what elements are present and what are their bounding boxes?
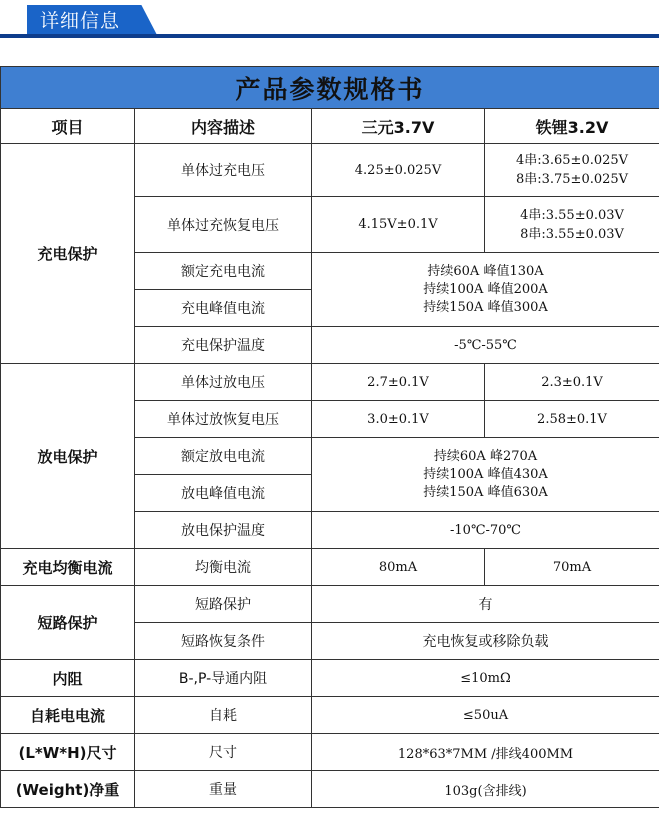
table-row (1, 771, 659, 808)
section-tab-label: 详细信息 (40, 10, 121, 32)
item-label: 重量 (135, 771, 312, 808)
table-row (1, 586, 659, 623)
value-lfp (485, 144, 659, 197)
value-self-consumption: ≤50uA (312, 697, 659, 734)
item-label: 充电保护温度 (135, 327, 312, 364)
item-label: 自耗 (135, 697, 312, 734)
column-header-ncm: 三元3.7V (312, 109, 485, 144)
item-label: 尺寸 (135, 734, 312, 771)
table-row (1, 697, 659, 734)
value-ncm: 3.0±0.1V (312, 401, 485, 438)
title-row (1, 67, 659, 109)
value-line: 8串:3.75±0.025V (515, 172, 629, 187)
value-discharge-current (312, 438, 659, 512)
value-ncm: 2.7±0.1V (312, 364, 485, 401)
group-resistance: 内阻 (1, 660, 135, 697)
item-label: 额定放电电流 (135, 438, 312, 475)
value-short-protect: 有 (312, 586, 659, 623)
value-lfp: 70mA (485, 549, 659, 586)
item-label: 单体过放电压 (135, 364, 312, 401)
group-weight: (Weight)净重 (1, 771, 135, 808)
column-header-item: 项目 (1, 109, 135, 144)
section-header (0, 0, 659, 40)
value-resistance: ≤10mΩ (312, 660, 659, 697)
value-ncm: 80mA (312, 549, 485, 586)
value-line: 4串:3.65±0.025V (515, 153, 629, 168)
item-label: 放电峰值电流 (135, 475, 312, 512)
value-line: 持续150A 峰值630A (423, 484, 548, 500)
group-self-consumption: 自耗电电流 (1, 697, 135, 734)
value-lfp (485, 197, 659, 253)
value-line: 持续60A 峰270A (433, 448, 538, 464)
table-row (1, 364, 659, 401)
value-short-recovery: 充电恢复或移除负载 (312, 623, 659, 660)
value-charge-temp: -5℃-55℃ (312, 327, 659, 364)
item-label: 单体过充电压 (135, 144, 312, 197)
item-label: B-,P-导通内阻 (135, 660, 312, 697)
table-row (1, 734, 659, 771)
column-header-lfp: 铁锂3.2V (485, 109, 659, 144)
group-short-circuit: 短路保护 (1, 586, 135, 660)
item-label: 短路恢复条件 (135, 623, 312, 660)
value-lfp: 2.58±0.1V (485, 401, 659, 438)
item-label: 额定充电电流 (135, 253, 312, 290)
value-line: 持续60A 峰值130A (427, 263, 544, 279)
value-discharge-temp: -10℃-70℃ (312, 512, 659, 549)
table-row (1, 144, 659, 197)
group-discharge-protection: 放电保护 (1, 364, 135, 549)
item-label: 放电保护温度 (135, 512, 312, 549)
group-size: (L*W*H)尺寸 (1, 734, 135, 771)
group-balance-current: 充电均衡电流 (1, 549, 135, 586)
value-size: 128*63*7MM /排线400MM (312, 734, 659, 771)
value-line: 4串:3.55±0.03V (520, 207, 624, 223)
item-label: 短路保护 (135, 586, 312, 623)
value-lfp: 2.3±0.1V (485, 364, 659, 401)
value-line: 8串:3.55±0.03V (520, 226, 624, 242)
value-line: 持续150A 峰值300A (423, 299, 548, 315)
header-divider (0, 34, 659, 38)
value-line: 持续100A 峰值200A (423, 281, 548, 297)
header-row (1, 109, 659, 144)
value-line: 持续100A 峰值430A (423, 466, 548, 482)
column-header-description: 内容描述 (135, 109, 312, 144)
table-row (1, 660, 659, 697)
item-label: 充电峰值电流 (135, 290, 312, 327)
value-charge-current (312, 253, 659, 327)
value-ncm: 4.25±0.025V (312, 144, 485, 197)
table-title: 产品参数规格书 (1, 67, 659, 109)
item-label: 单体过充恢复电压 (135, 197, 312, 253)
group-charge-protection: 充电保护 (1, 144, 135, 364)
table-row (1, 549, 659, 586)
item-label: 均衡电流 (135, 549, 312, 586)
value-ncm: 4.15V±0.1V (312, 197, 485, 253)
spec-table (0, 66, 659, 808)
item-label: 单体过放恢复电压 (135, 401, 312, 438)
value-weight: 103g(含排线) (312, 771, 659, 808)
